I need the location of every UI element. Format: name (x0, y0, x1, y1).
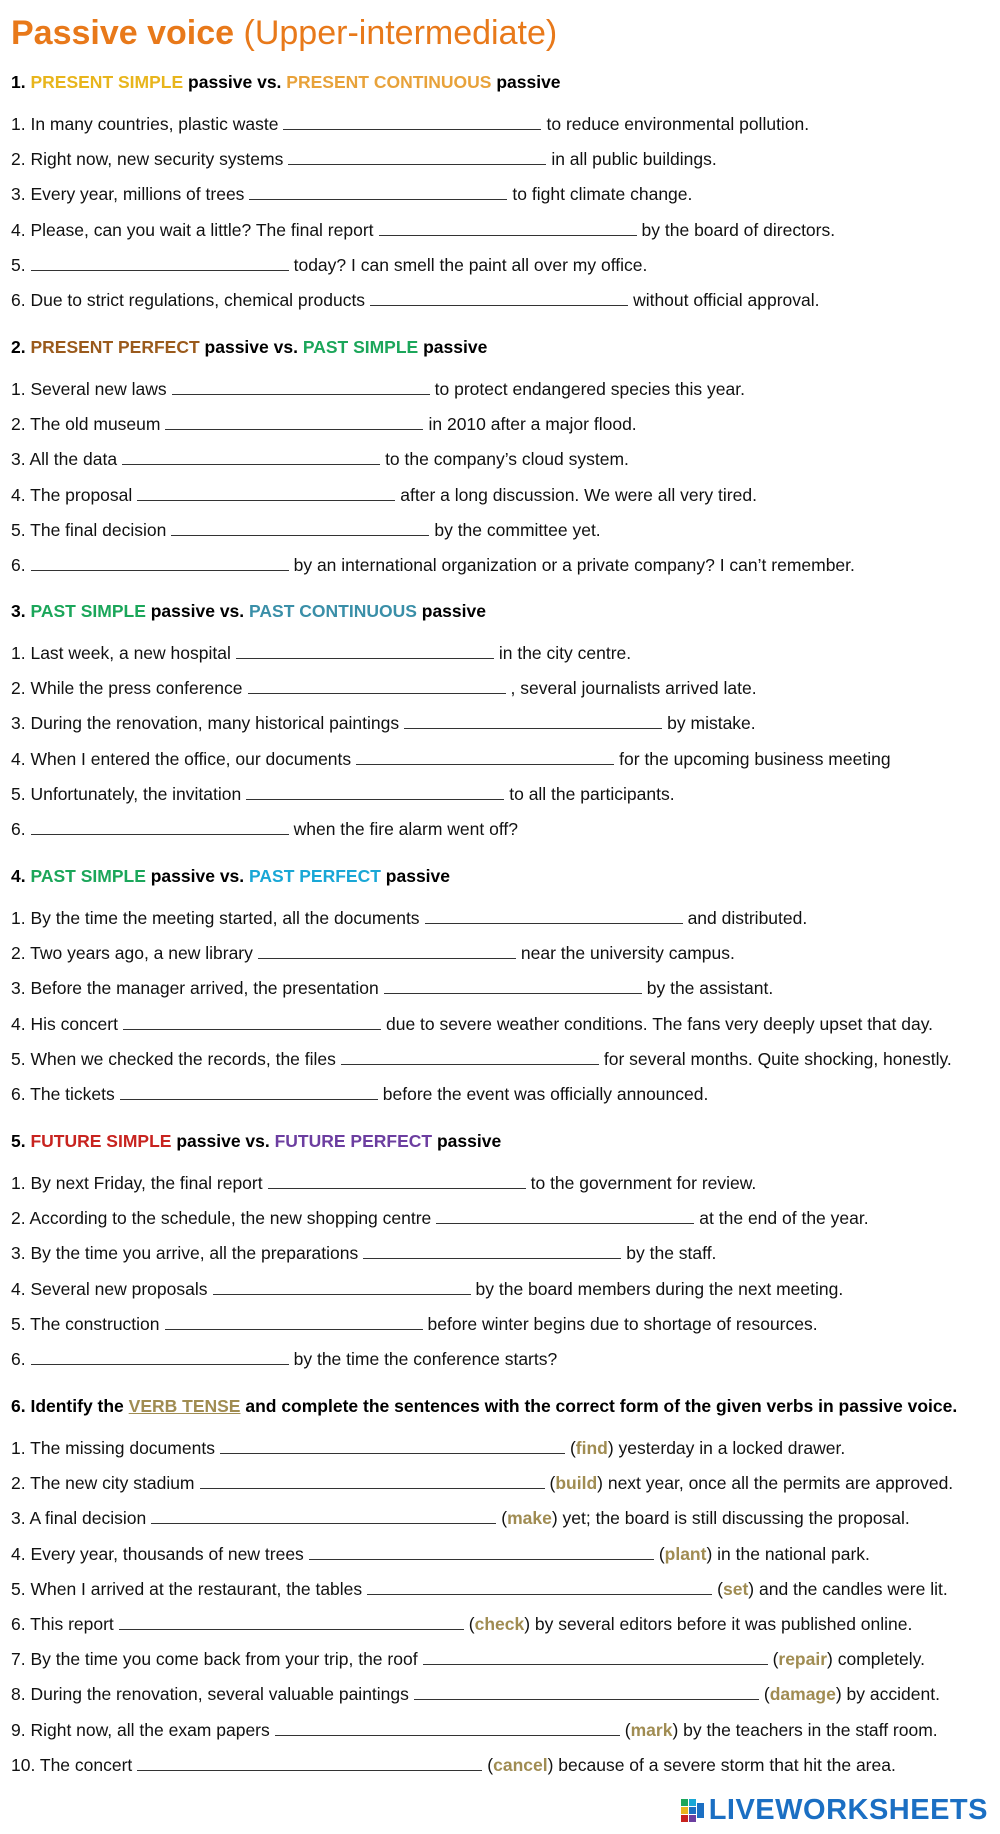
answer-blank[interactable] (137, 1753, 482, 1771)
item-text-after: ) and the candles were lit. (748, 1578, 948, 1599)
item-text-before: 1. In many countries, plastic waste (11, 114, 279, 134)
item-text-before: 5. Unfortunately, the invitation (11, 783, 242, 804)
answer-blank[interactable] (341, 1047, 599, 1065)
section-heading (11, 72, 561, 93)
exercise-item (11, 941, 735, 964)
item-text-after: and distributed. (687, 908, 808, 928)
answer-blank[interactable] (119, 1612, 464, 1630)
item-text-after: by the time the conference starts? (293, 1349, 558, 1369)
item-text-after: in 2010 after a major flood. (428, 414, 637, 435)
answer-blank[interactable] (31, 553, 289, 571)
given-verb: plant (664, 1543, 707, 1564)
answer-blank[interactable] (165, 412, 423, 430)
exercise-item (11, 976, 773, 999)
answer-blank[interactable] (249, 182, 507, 200)
tense-label: FUTURE SIMPLE (30, 1131, 172, 1151)
given-verb: damage (769, 1684, 836, 1705)
exercise-item (11, 377, 745, 400)
item-text-after: ) because of a severe storm that hit the area. (547, 1754, 896, 1775)
item-text-before: 1. Last week, a new hospital (11, 643, 231, 663)
answer-blank[interactable] (165, 1312, 423, 1330)
item-text-after: by the board members during the next meeting. (475, 1278, 844, 1299)
section-connector: passive vs. (145, 866, 250, 886)
answer-blank[interactable] (122, 447, 380, 465)
item-text-after: before the event was officially announced. (382, 1084, 709, 1104)
answer-blank[interactable] (414, 1682, 759, 1700)
item-text-before: 3. A final decision (11, 1508, 147, 1529)
exercise-item (11, 711, 756, 734)
exercise-item (11, 1206, 869, 1229)
item-text-after: ) yesterday in a locked drawer. (607, 1438, 846, 1458)
section-instruction: 6. Identify the (11, 1396, 129, 1416)
answer-blank[interactable] (236, 641, 494, 659)
item-text-before: 3. Every year, millions of trees (11, 184, 245, 205)
item-text-before: 9. Right now, all the exam papers (11, 1719, 270, 1740)
item-text-before: 1. The missing documents (11, 1438, 215, 1458)
item-text-after: at the end of the year. (699, 1208, 869, 1229)
item-text-before: 4. Please, can you wait a little? The final report (11, 219, 374, 240)
item-text-before: 2. The old museum (11, 414, 161, 435)
exercise-item: 5. When I arrived at the restaurant, the tables (set) and the candles were lit. (11, 1578, 948, 1599)
item-text-before: 2. Two years ago, a new library (11, 943, 253, 964)
tense-label: FUTURE PERFECT (274, 1131, 433, 1151)
item-text-after: by the assistant. (646, 978, 774, 999)
exercise-item (11, 1171, 756, 1194)
exercise-item (11, 253, 647, 276)
exercise-item (11, 518, 601, 541)
given-verb: check (474, 1614, 525, 1634)
item-text-after: ) by several editors before it was published online. (524, 1614, 913, 1634)
item-text-before: 2. The new city stadium (11, 1473, 195, 1494)
exercise-item (11, 553, 855, 576)
given-verb: make (507, 1508, 552, 1529)
given-verb: mark (630, 1719, 673, 1740)
section-heading (11, 1131, 501, 1152)
exercise-item (11, 412, 637, 435)
answer-blank[interactable] (213, 1277, 471, 1295)
answer-blank[interactable] (258, 941, 516, 959)
item-text-after: by an international organization or a private company? I can’t remember. (293, 555, 855, 575)
tense-label: PAST SIMPLE (302, 337, 419, 357)
tense-label: PRESENT PERFECT (30, 337, 200, 357)
section-connector: passive vs. (145, 601, 250, 621)
exercise-item (11, 447, 629, 470)
exercise-item (11, 147, 717, 170)
item-text-after: before winter begins due to shortage of resources. (427, 1313, 818, 1334)
item-text-after: by the board of directors. (641, 219, 836, 240)
tense-label: PRESENT SIMPLE (30, 72, 184, 92)
given-verb: find (575, 1438, 608, 1458)
item-text-before: 6. (11, 1349, 26, 1369)
exercise-item (11, 1241, 716, 1264)
item-text-after: to protect endangered species this year. (434, 379, 745, 399)
item-text-before: 2. While the press conference (11, 678, 243, 699)
tense-label: PRESENT CONTINUOUS (286, 72, 492, 92)
exercise-item (11, 1082, 708, 1105)
answer-blank[interactable] (425, 906, 683, 924)
item-text-before: 4. His concert (11, 1013, 118, 1034)
item-text-before: 6. This report (11, 1614, 114, 1634)
exercise-item (11, 747, 891, 770)
exercise-item (11, 288, 820, 311)
item-text-before: 3. All the data (11, 449, 118, 470)
item-text-after: , several journalists arrived late. (510, 678, 757, 699)
liveworksheets-logo: LIVEWORKSHEETS (681, 1794, 988, 1827)
answer-blank[interactable] (137, 483, 395, 501)
exercise-item (11, 483, 757, 506)
answer-blank[interactable] (288, 147, 546, 165)
section-number: 2. (11, 337, 26, 357)
exercise-item (11, 1312, 818, 1335)
answer-blank[interactable] (31, 1347, 289, 1365)
item-text-before: 2. According to the schedule, the new shopping centre (11, 1208, 432, 1229)
item-text-after: today? I can smell the paint all over my office. (293, 254, 648, 275)
item-text-before: 5. The final decision (11, 519, 167, 540)
item-text-before: 6. (11, 819, 26, 839)
item-text-before: 3. By the time you arrive, all the preparations (11, 1243, 359, 1264)
answer-blank[interactable] (151, 1506, 496, 1524)
answer-blank[interactable] (220, 1436, 565, 1454)
item-text-after: in the city centre. (498, 643, 632, 663)
item-text-before: 4. When I entered the office, our documents (11, 748, 352, 769)
answer-blank[interactable] (171, 518, 429, 536)
answer-blank[interactable] (363, 1241, 621, 1259)
item-text-after: for the upcoming business meeting (619, 748, 891, 769)
section-number: 3. (11, 601, 26, 621)
exercise-item (11, 112, 809, 135)
exercise-item (11, 218, 835, 241)
section-tail: passive (416, 601, 486, 621)
item-text-before: 5. When we checked the records, the files (11, 1048, 336, 1069)
answer-blank[interactable] (31, 253, 289, 271)
item-text-before: 6. (11, 555, 26, 575)
answer-blank[interactable] (356, 747, 614, 765)
exercise-item (11, 641, 631, 664)
exercise-item: 10. The concert (cancel) because of a severe storm that hit the area. (11, 1754, 896, 1775)
given-verb: build (555, 1473, 598, 1494)
exercise-item (11, 1347, 557, 1370)
item-text-before: 4. Several new proposals (11, 1278, 208, 1299)
item-text-after: without official approval. (633, 290, 820, 310)
page-title: Passive voice (Upper-intermediate) (11, 14, 558, 52)
item-text-after: by the committee yet. (434, 519, 601, 540)
item-text-before: 7. By the time you come back from your trip, the roof (11, 1649, 418, 1670)
answer-blank[interactable] (123, 1012, 381, 1030)
item-text-before: 3. Before the manager arrived, the presentation (11, 978, 379, 999)
section-connector: passive vs. (199, 337, 303, 357)
item-text-before: 3. During the renovation, many historical paintings (11, 713, 400, 734)
exercise-item (11, 906, 807, 929)
item-text-after: by mistake. (667, 713, 756, 734)
given-verb: repair (778, 1649, 828, 1670)
exercise-item (11, 1277, 843, 1300)
answer-blank[interactable] (423, 1647, 768, 1665)
answer-blank[interactable] (200, 1471, 545, 1489)
item-text-after: when the fire alarm went off? (293, 819, 518, 839)
item-text-before: 10. The concert (11, 1754, 133, 1775)
item-text-after: due to severe weather conditions. The fans very deeply upset that day. (385, 1013, 934, 1034)
section-connector: passive vs. (171, 1131, 275, 1151)
tense-label: PAST CONTINUOUS (249, 601, 417, 621)
verb-tense-highlight: VERB TENSE (128, 1396, 241, 1416)
item-text-before: 2. Right now, new security systems (11, 149, 284, 170)
item-text-before: 5. When I arrived at the restaurant, the tables (11, 1578, 363, 1599)
item-text-before: 4. Every year, thousands of new trees (11, 1543, 304, 1564)
tense-label: PAST PERFECT (249, 866, 381, 886)
answer-blank[interactable] (436, 1206, 694, 1224)
answer-blank[interactable] (172, 377, 430, 395)
tense-label: PAST SIMPLE (30, 601, 146, 621)
exercise-item: 3. A final decision (make) yet; the board is still discussing the proposal. (11, 1508, 910, 1529)
answer-blank[interactable] (404, 711, 662, 729)
item-text-after: to fight climate change. (512, 184, 693, 205)
item-text-after: ) yet; the board is still discussing the proposal. (551, 1508, 910, 1529)
answer-blank[interactable] (370, 288, 628, 306)
exercise-item: 8. During the renovation, several valuable paintings (damage) by accident. (11, 1684, 940, 1705)
section-tail: passive (418, 337, 488, 357)
logo-grid-icon (681, 1799, 705, 1823)
item-text-after: for several months. Quite shocking, honestly. (603, 1048, 952, 1069)
answer-blank[interactable] (309, 1542, 654, 1560)
answer-blank[interactable] (384, 976, 642, 994)
item-text-before: 1. By next Friday, the final report (11, 1173, 263, 1193)
answer-blank[interactable] (268, 1171, 526, 1189)
answer-blank[interactable] (31, 817, 289, 835)
item-text-after: ) next year, once all the permits are approved. (597, 1473, 954, 1494)
item-text-after: ) by the teachers in the staff room. (672, 1719, 938, 1740)
section-number: 4. (11, 866, 26, 886)
item-text-after: in all public buildings. (551, 149, 717, 170)
answer-blank[interactable] (367, 1577, 712, 1595)
exercise-item (11, 1012, 933, 1035)
item-text-before: 5. The construction (11, 1313, 160, 1334)
given-verb: set (723, 1578, 749, 1599)
answer-blank[interactable] (246, 782, 504, 800)
item-text-before: 6. The tickets (11, 1084, 115, 1104)
answer-blank[interactable] (275, 1718, 620, 1736)
exercise-item: 4. Every year, thousands of new trees (plant) in the national park. (11, 1543, 870, 1564)
exercise-item (11, 1047, 952, 1070)
item-text-before: 5. (11, 254, 26, 275)
section-instruction: and complete the sentences with the correct form of the given verbs in passive voice. (240, 1396, 958, 1416)
exercise-item: 1. The missing documents (find) yesterday in a locked drawer. (11, 1438, 846, 1458)
section-number: 5. (11, 1131, 26, 1151)
section-tail: passive (380, 866, 451, 886)
item-text-after: after a long discussion. We were all very tired. (400, 484, 757, 505)
exercise-item: 7. By the time you come back from your trip, the roof (repair) completely. (11, 1649, 925, 1670)
item-text-after: by the staff. (626, 1243, 717, 1264)
exercise-item: 2. The new city stadium (build) next year, once all the permits are approved. (11, 1473, 954, 1494)
section-number: 1. (11, 72, 26, 92)
item-text-before: 8. During the renovation, several valuable paintings (11, 1684, 409, 1705)
answer-blank[interactable] (120, 1082, 378, 1100)
exercise-item (11, 676, 757, 699)
item-text-after: to the government for review. (530, 1173, 757, 1193)
item-text-before: 1. By the time the meeting started, all the documents (11, 908, 420, 928)
answer-blank[interactable] (283, 112, 541, 130)
section-connector: passive vs. (183, 72, 287, 92)
item-text-after: ) completely. (827, 1649, 925, 1670)
exercise-item (11, 782, 675, 805)
given-verb: cancel (493, 1754, 548, 1775)
section-tail: passive (491, 72, 561, 92)
item-text-before: 6. Due to strict regulations, chemical products (11, 290, 366, 310)
exercise-item: 6. This report (check) by several editors before it was published online. (11, 1614, 913, 1634)
section-heading (11, 866, 450, 887)
section-heading (11, 1396, 957, 1417)
item-text-after: near the university campus. (520, 943, 735, 964)
answer-blank[interactable] (379, 218, 637, 236)
item-text-after: to the company’s cloud system. (385, 449, 629, 470)
exercise-item: 9. Right now, all the exam papers (mark) by the teachers in the staff room. (11, 1719, 938, 1740)
answer-blank[interactable] (248, 676, 506, 694)
section-tail: passive (432, 1131, 502, 1151)
item-text-after: ) by accident. (835, 1684, 940, 1705)
item-text-before: 4. The proposal (11, 484, 133, 505)
item-text-after: to all the participants. (509, 783, 675, 804)
item-text-before: 1. Several new laws (11, 379, 167, 399)
exercise-item (11, 817, 518, 840)
tense-label: PAST SIMPLE (30, 866, 146, 886)
section-heading (11, 337, 487, 358)
item-text-after: ) in the national park. (706, 1543, 870, 1564)
exercise-item (11, 182, 692, 205)
item-text-after: to reduce environmental pollution. (546, 114, 810, 134)
section-heading (11, 601, 486, 622)
